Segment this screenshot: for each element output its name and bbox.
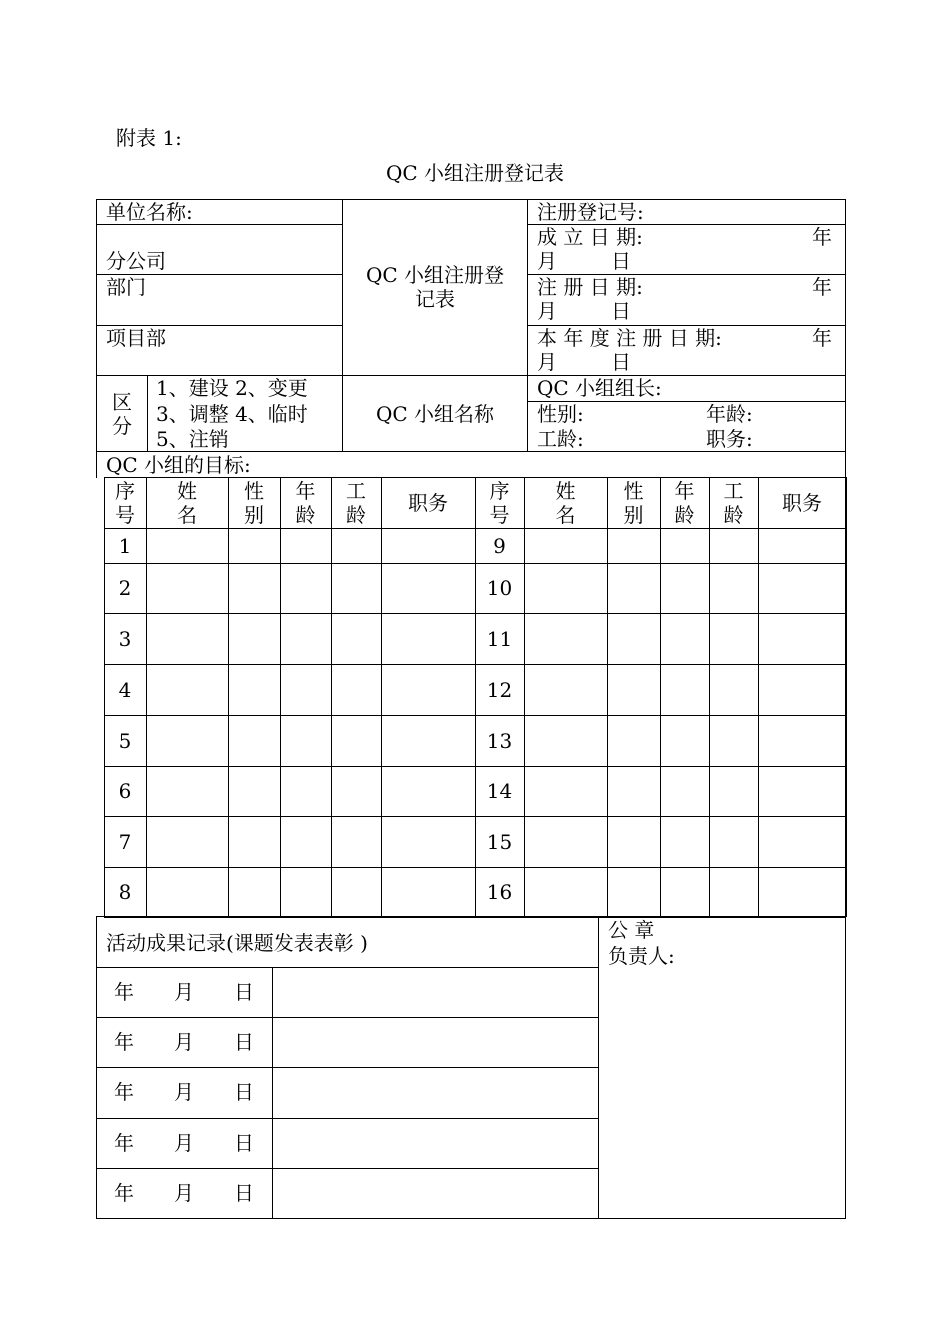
member-cell-name[interactable]: [147, 665, 228, 715]
row-number-left: 1: [118, 533, 132, 558]
member-cell-position[interactable]: [759, 614, 846, 664]
member-cell-name[interactable]: [525, 614, 607, 664]
member-cell-gender[interactable]: [229, 529, 280, 563]
member-cell-seniority[interactable]: [710, 767, 758, 816]
leader-label: QC 小组组长:: [537, 376, 662, 400]
member-cell-gender[interactable]: [229, 868, 280, 917]
founded-label: 成 立 日 期:: [537, 225, 643, 249]
member-cell-gender[interactable]: [229, 716, 280, 766]
result-month: 月: [174, 1181, 194, 1205]
registered-year: 年: [812, 275, 832, 299]
member-cell-seniority[interactable]: [332, 665, 381, 715]
member-cell-age[interactable]: [281, 767, 331, 816]
member-cell-position[interactable]: [382, 868, 475, 917]
result-entry-field[interactable]: [273, 1018, 598, 1067]
member-cell-age[interactable]: [661, 868, 709, 917]
result-entry-field[interactable]: [273, 1068, 598, 1117]
member-cell-gender[interactable]: [608, 767, 660, 816]
registered-month: 月: [537, 299, 557, 323]
unit-name-label: 单位名称:: [106, 200, 193, 224]
member-cell-position[interactable]: [759, 716, 846, 766]
member-cell-gender[interactable]: [229, 614, 280, 664]
member-cell-position[interactable]: [759, 767, 846, 816]
member-cell-seniority[interactable]: [332, 716, 381, 766]
member-cell-seniority[interactable]: [710, 665, 758, 715]
member-cell-position[interactable]: [382, 665, 475, 715]
row-number-left: 7: [118, 829, 132, 854]
member-cell-gender[interactable]: [608, 665, 660, 715]
row-number-right: 16: [486, 880, 513, 904]
member-cell-name[interactable]: [147, 529, 228, 563]
result-month: 月: [174, 1131, 194, 1155]
member-cell-name[interactable]: [147, 767, 228, 816]
member-cell-seniority[interactable]: [332, 767, 381, 816]
member-cell-age[interactable]: [661, 817, 709, 867]
category-options-line2: 3、调整 4、临时: [156, 402, 308, 426]
gender-label: 性别:: [537, 402, 584, 426]
result-entry-field[interactable]: [273, 1169, 598, 1218]
row-number-left: 4: [118, 677, 132, 702]
result-day: 日: [234, 1131, 254, 1155]
member-cell-age[interactable]: [281, 868, 331, 917]
result-month: 月: [174, 1030, 194, 1054]
member-cell-seniority[interactable]: [332, 614, 381, 664]
member-cell-age[interactable]: [281, 564, 331, 613]
member-cell-seniority[interactable]: [710, 564, 758, 613]
member-cell-gender[interactable]: [608, 716, 660, 766]
result-day: 日: [234, 1030, 254, 1054]
member-cell-gender[interactable]: [608, 817, 660, 867]
member-cell-position[interactable]: [382, 529, 475, 563]
result-day: 日: [234, 1080, 254, 1104]
header-left-gender: 性 别: [244, 478, 264, 527]
member-cell-position[interactable]: [382, 767, 475, 816]
founded-month: 月: [537, 249, 557, 273]
member-cell-gender[interactable]: [608, 564, 660, 613]
member-cell-name[interactable]: [525, 564, 607, 613]
founded-day: 日: [611, 249, 631, 273]
group-name-label: QC 小组名称: [375, 402, 495, 426]
center-form-title: QC 小组注册登 记表: [365, 263, 505, 311]
result-day: 日: [234, 1181, 254, 1205]
member-cell-name[interactable]: [147, 564, 228, 613]
annual-month: 月: [537, 350, 557, 374]
member-cell-position[interactable]: [759, 529, 846, 563]
member-cell-position[interactable]: [382, 614, 475, 664]
member-cell-age[interactable]: [661, 767, 709, 816]
member-cell-seniority[interactable]: [332, 529, 381, 563]
result-year: 年: [114, 1181, 134, 1205]
position-label: 职务:: [706, 427, 753, 451]
member-cell-gender[interactable]: [229, 767, 280, 816]
header-right-gender: 性 别: [623, 478, 644, 527]
member-cell-position[interactable]: [382, 817, 475, 867]
member-cell-name[interactable]: [525, 817, 607, 867]
annual-label: 本 年 度 注 册 日 期:: [537, 326, 722, 350]
member-cell-name[interactable]: [147, 614, 228, 664]
member-cell-position[interactable]: [759, 868, 846, 917]
row-number-right: 11: [486, 626, 513, 651]
registered-label: 注 册 日 期:: [537, 275, 643, 299]
member-cell-seniority[interactable]: [710, 529, 758, 563]
reg-no-label: 注册登记号:: [537, 200, 644, 224]
member-cell-age[interactable]: [661, 614, 709, 664]
row-number-left: 2: [118, 576, 132, 600]
result-year: 年: [114, 1080, 134, 1104]
header-left-seniority: 工 龄: [346, 478, 366, 527]
result-year: 年: [114, 1030, 134, 1054]
owner-label: 负责人:: [608, 944, 675, 968]
category-label: 区 分: [112, 390, 132, 438]
member-cell-age[interactable]: [281, 817, 331, 867]
member-cell-age[interactable]: [661, 665, 709, 715]
row-number-right: 10: [486, 576, 513, 600]
seniority-label: 工龄:: [537, 427, 584, 451]
row-number-right: 13: [486, 728, 513, 753]
category-options-line1: 1、建设 2、变更: [156, 376, 308, 400]
branch-label: 分公司: [106, 249, 166, 273]
result-month: 月: [174, 1080, 194, 1104]
row-number-left: 6: [118, 779, 132, 803]
member-cell-gender[interactable]: [229, 817, 280, 867]
result-month: 月: [174, 980, 194, 1004]
row-number-left: 8: [118, 880, 132, 904]
header-right-seniority: 工 龄: [723, 478, 744, 527]
header-right-position: 职务: [782, 490, 822, 515]
member-cell-gender[interactable]: [608, 614, 660, 664]
member-cell-gender[interactable]: [608, 868, 660, 917]
row-number-left: 3: [118, 626, 132, 651]
annual-day: 日: [611, 350, 631, 374]
appendix-label: 附表 1:: [116, 126, 182, 150]
results-title: 活动成果记录(课题发表表彰 ): [106, 931, 368, 955]
row-number-right: 15: [486, 829, 513, 854]
registered-day: 日: [611, 299, 631, 323]
row-number-right: 9: [493, 533, 506, 558]
result-year: 年: [114, 1131, 134, 1155]
category-options-line3: 5、注销: [156, 427, 229, 451]
member-cell-age[interactable]: [281, 529, 331, 563]
row-number-right: 12: [486, 677, 513, 702]
age-label: 年龄:: [706, 402, 753, 426]
member-cell-position[interactable]: [382, 716, 475, 766]
seal-label: 公 章: [608, 918, 655, 942]
result-entry-field[interactable]: [273, 968, 598, 1017]
member-cell-seniority[interactable]: [710, 614, 758, 664]
goal-label: QC 小组的目标:: [106, 453, 251, 477]
member-cell-name[interactable]: [147, 868, 228, 917]
header-left-name: 姓 名: [177, 478, 197, 527]
member-cell-name[interactable]: [525, 767, 607, 816]
project-label: 项目部: [106, 326, 166, 350]
result-year: 年: [114, 980, 134, 1004]
member-cell-age[interactable]: [661, 716, 709, 766]
founded-year: 年: [812, 225, 832, 249]
member-cell-position[interactable]: [759, 665, 846, 715]
member-cell-seniority[interactable]: [332, 564, 381, 613]
header-right-name: 姓 名: [555, 478, 576, 527]
header-left-seq: 序 号: [115, 478, 135, 527]
member-cell-seniority[interactable]: [332, 868, 381, 917]
member-cell-age[interactable]: [281, 716, 331, 766]
member-cell-age[interactable]: [281, 665, 331, 715]
form-title: QC 小组注册登记表: [385, 161, 565, 185]
member-cell-age[interactable]: [661, 529, 709, 563]
row-number-left: 5: [118, 728, 132, 753]
member-cell-seniority[interactable]: [710, 817, 758, 867]
member-cell-position[interactable]: [759, 564, 846, 613]
member-cell-name[interactable]: [147, 817, 228, 867]
member-cell-name[interactable]: [147, 716, 228, 766]
member-cell-gender[interactable]: [608, 529, 660, 563]
member-cell-seniority[interactable]: [710, 868, 758, 917]
member-cell-gender[interactable]: [229, 564, 280, 613]
header-right-seq: 序 号: [489, 478, 510, 527]
member-cell-seniority[interactable]: [710, 716, 758, 766]
member-cell-position[interactable]: [382, 564, 475, 613]
member-cell-age[interactable]: [281, 614, 331, 664]
annual-year: 年: [812, 326, 832, 350]
member-cell-position[interactable]: [759, 817, 846, 867]
member-cell-name[interactable]: [525, 529, 607, 563]
member-cell-name[interactable]: [525, 716, 607, 766]
result-entry-field[interactable]: [273, 1119, 598, 1168]
member-cell-name[interactable]: [525, 665, 607, 715]
member-cell-age[interactable]: [661, 564, 709, 613]
header-left-position: 职务: [408, 490, 448, 515]
header-left-age: 年 龄: [295, 478, 316, 527]
dept-label: 部门: [106, 275, 146, 299]
row-number-right: 14: [486, 779, 513, 803]
member-cell-gender[interactable]: [229, 665, 280, 715]
member-cell-name[interactable]: [525, 868, 607, 917]
member-cell-seniority[interactable]: [332, 817, 381, 867]
result-day: 日: [234, 980, 254, 1004]
header-right-age: 年 龄: [674, 478, 695, 527]
